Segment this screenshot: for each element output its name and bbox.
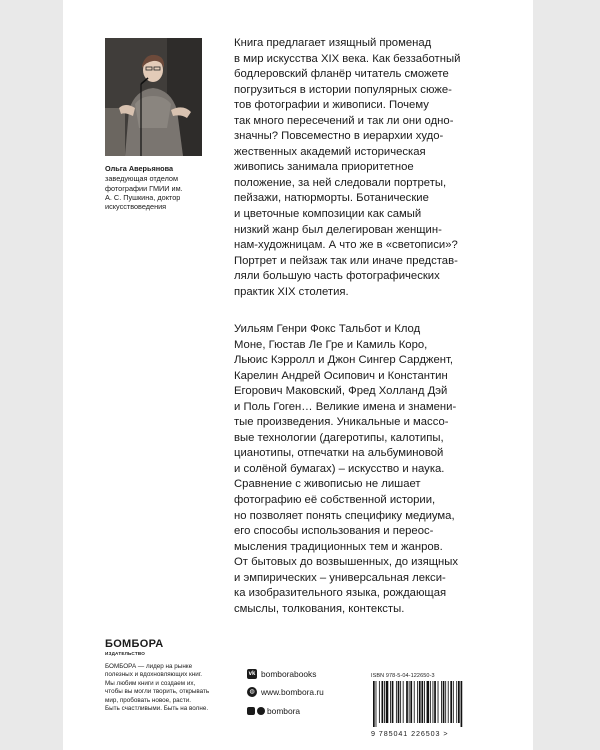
social-instagram-label: bombora (267, 705, 301, 716)
barcode-bar (396, 681, 397, 723)
barcode-bar (376, 681, 377, 727)
publisher-blurb: БОМБОРА — лидер на рынке полезных и вдохновляющих книг. Мы любим книги и создаем их, чтобы вы могли творить, открывать мир, пробовать новое, расти. Быть счастливыми. Быть на волне. (105, 663, 210, 713)
barcode-bar (434, 681, 436, 723)
social-vk-label: bomborabooks (261, 668, 317, 679)
barcode-bar (406, 681, 408, 723)
barcode-bar (386, 681, 389, 723)
barcode-bar (382, 681, 384, 723)
barcode-bar (453, 681, 454, 723)
barcode-bar (379, 681, 380, 723)
barcode-bar (400, 681, 401, 723)
barcode-bar (421, 681, 423, 723)
barcode-bar (456, 681, 457, 723)
instagram-icon (247, 707, 255, 715)
barcode-bar (438, 681, 439, 723)
author-name: Ольга Аверьянова (105, 164, 174, 173)
publisher-logo-subtitle: ИЗДАТЕЛЬСТВО (105, 651, 146, 656)
barcode-number: 9 785041 226503 > (371, 729, 449, 738)
barcode-bar (414, 681, 415, 723)
description-paragraph-1: Книга предлагает изящный променад в мир искусства XIX века. Как беззаботный бодлеровский фланёр читатель сможете погрузиться в истории популярных сюже- тов фотографии и живописи. Почему так много пересечений и так ли они одно- значны? Повсеместно в иерархии худо- жественных академий историческая живопись занимала приоритетное положение, за ней следовали портреты, пейзажи, натюрморты. Ботанические и цветочные композиции как самый низкий жанр был делегирован женщин- нам-художницам. А что же в «светописи»? Портрет и пейзаж так или иначе представ- ляли большую часть фотографических практик XIX столетия. (234, 37, 461, 298)
barcode-bar (419, 681, 421, 723)
isbn: ISBN 978-5-04-122650-3 (371, 673, 435, 679)
publisher-logo-text: БОМБОРА (105, 638, 164, 650)
barcode-bar (409, 681, 410, 723)
barcode-bar (430, 681, 431, 723)
vk-icon: vk (248, 670, 256, 677)
barcode-bar (458, 681, 460, 723)
social-links (247, 668, 324, 724)
publisher-logo (105, 639, 164, 656)
author-role: заведующая отделом фотографии ГМИИ им. А. С. Пушкина, доктор искусствоведения (105, 174, 183, 212)
barcode-bar (410, 681, 412, 723)
social-instagram-telegram[interactable] (247, 705, 324, 716)
author-photo (105, 38, 202, 156)
barcode-bar (441, 681, 442, 723)
globe-icon: ◍ (247, 687, 257, 697)
barcode-bar (398, 681, 400, 723)
social-website-label: www.bombora.ru (261, 687, 324, 697)
barcode-bar (443, 681, 445, 723)
social-website[interactable] (247, 687, 324, 698)
barcode-bar (373, 681, 375, 727)
barcode-bar (384, 681, 385, 723)
barcode-bar (445, 681, 446, 723)
barcode-bar (461, 681, 463, 727)
description-paragraph-2: Уильям Генри Фокс Тальбот и Клод Моне, Гюстав Ле Гре и Камиль Коро, Льюис Кэрролл и Джон Сингер Сарджент, Карелин Андрей Осипович и Константин Егорович Маковский, Фред Холланд Дэй и Поль Гоген… Великие имена и знамени- тые произведения. Уникальные и массо- вые технологии (дагеротипы, калотипы, цианотипы, отпечатки на альбуминовой и солёной бумагах) – искусство и наука. Сравнение с живописью не лишает фотографию её собственной истории, но позволяет понять специфику медиума, его способы использования и переос- мысления традиционных тем и жанров. От бытовых до возвышенных, до изящных и эмпирических – универсальная лекси- ка изобразительного языка, рождающая смыслы, толкования, контексты. (234, 323, 459, 615)
barcode-bar (390, 681, 391, 723)
barcode-bar (392, 681, 394, 723)
telegram-icon (257, 707, 265, 715)
barcode-bar (433, 681, 434, 723)
barcode-bar (403, 681, 404, 723)
social-vk[interactable] (247, 668, 324, 679)
barcode-bar (424, 681, 425, 723)
barcode-bar (427, 681, 430, 723)
barcode-bar (450, 681, 452, 723)
barcode-bar (448, 681, 449, 723)
author-caption (105, 164, 215, 211)
barcode (371, 681, 491, 732)
barcode-bar (417, 681, 418, 723)
